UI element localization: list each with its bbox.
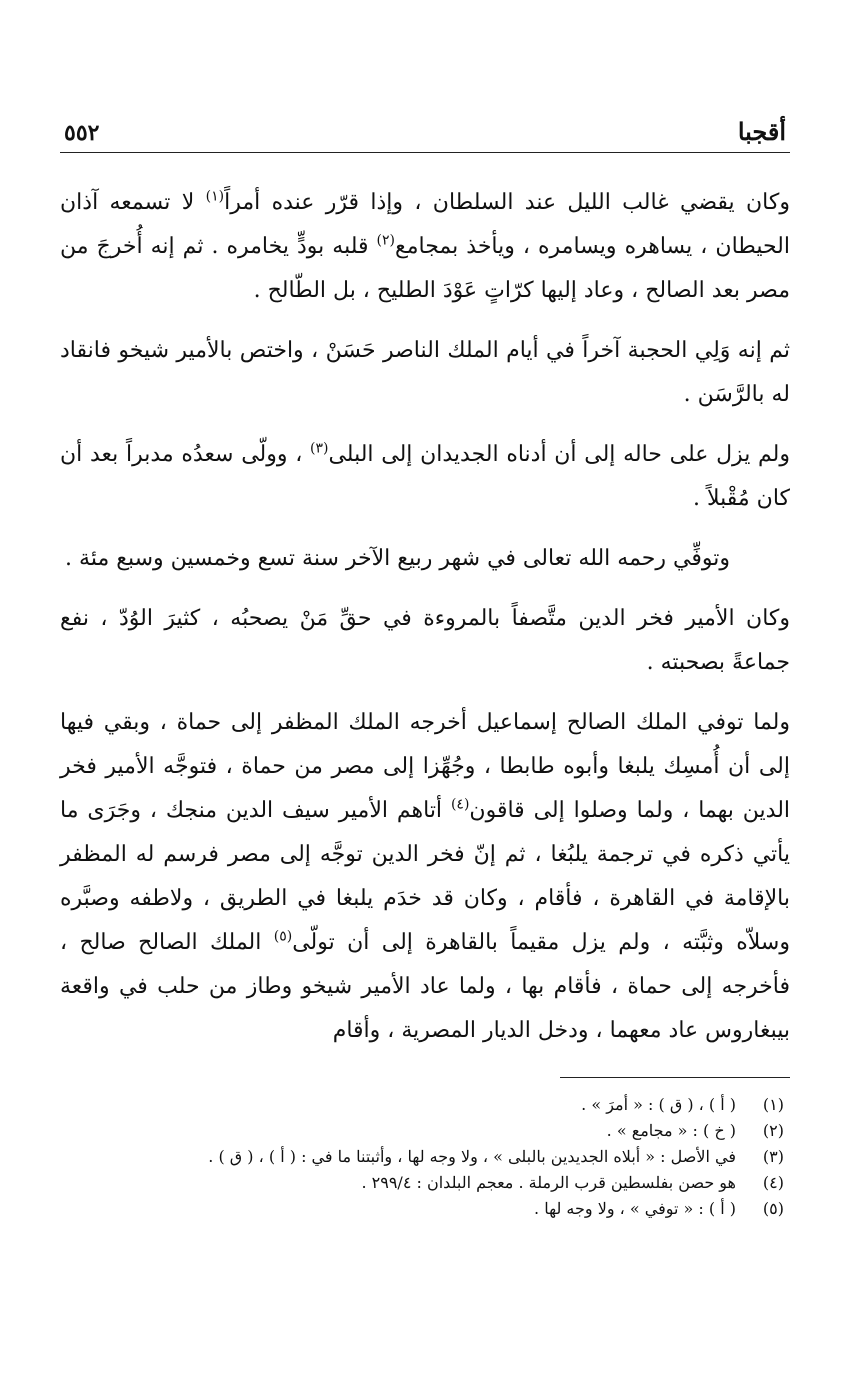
footnote-number: (٥): [762, 1199, 784, 1218]
page-header: [60, 100, 790, 153]
footnote: [60, 1144, 790, 1170]
footnote-number: (١): [762, 1095, 784, 1114]
footnote: [60, 1170, 790, 1196]
text-run: قلبه بودٍّ يخامره . ثم إنه أُخرجَ من مصر بعد الصالح ، وعاد إليها كرّاتٍ عَوْدَ الطليح ، بل الطّالح .: [60, 234, 790, 303]
text-run: ثم إنه وَلِي الحجبة آخراً في أيام الملك الناصر حَسَنْ ، واختص بالأمير شيخو فانقاد له بالرَّسَن .: [60, 338, 790, 407]
text-run: ، وولّى سعدُه مدبراً بعد أن كان مُقْبلاً .: [60, 442, 790, 511]
footnote-ref: (٤): [450, 796, 470, 813]
running-head: أقجبا: [737, 117, 786, 146]
main-text: [60, 181, 790, 1053]
text-run: وكان يقضي غالب الليل عند السلطان ، وإذا قرّر عنده أمراً: [224, 190, 790, 215]
paragraph: [60, 329, 790, 417]
footnote-text: هو حصن بفلسطين قرب الرملة . معجم البلدان : ٢٩٩/٤ .: [361, 1173, 736, 1192]
paragraph: [60, 537, 790, 581]
footnote-ref: (١): [205, 188, 225, 205]
footnote-ref: (٢): [376, 232, 396, 249]
book-page: [60, 100, 790, 1222]
footnote-ref: (٣): [310, 440, 329, 457]
text-run: أتاهم الأمير سيف الدين منجك ، وجَرَى ما يأتي ذكره في ترجمة يلبُغا ، ثم إنّ فخر الدين توجَّه إلى مصر فرسم له المظفر بالإقامة في القاهرة ، فأقام ، وكان قد خدَم يلبغا في الطريق ، ولاطفه وصبَّره وسلاّه وثبَّته ، ولم يزل مقيماً بالقاهرة إلى أن تولّى: [60, 798, 790, 955]
footnote: [60, 1118, 790, 1144]
footnote-text: ( أ ) ، ( ق ) : « أمرَ » .: [581, 1095, 736, 1114]
text-run: لا تسمعه آذان الحيطان ، يساهره ويسامره ، ويأخذ بمجامع: [60, 190, 790, 259]
footnote: [60, 1196, 790, 1222]
paragraph: [60, 181, 790, 313]
text-run: وكان الأمير فخر الدين متَّصفاً بالمروءة في حقِّ مَنْ يصحبُه ، كثيرَ الوُدّ ، نفع جماعةً بصحبته .: [60, 606, 790, 675]
footnote-number: (٣): [762, 1147, 784, 1166]
footnote-ref: (٥): [273, 928, 293, 945]
text-run: ولم يزل على حاله إلى أن أدناه الجديدان إلى البلى: [328, 442, 790, 467]
paragraph: [60, 433, 790, 521]
paragraph: [60, 597, 790, 685]
footnote: [60, 1092, 790, 1118]
footnote-number: (٢): [762, 1121, 784, 1140]
footnote-text: في الأصل : « أبلاه الجديدين بالبلى » ، ولا وجه لها ، وأثبتنا ما في : ( أ ) ، ( ق ) .: [208, 1147, 736, 1166]
text-run: وتوفِّي رحمه الله تعالى في شهر ربيع الآخر سنة تسع وخمسين وسبع مئة .: [65, 546, 730, 571]
text-run: الملك الصالح صالح ، فأخرجه إلى حماة ، فأقام بها ، ولما عاد الأمير شيخو وطاز من حلب في واقعة بيبغاروس عاد معهما ، ودخل الديار المصرية ، وأقام: [60, 930, 791, 1043]
text-run: ولما توفي الملك الصالح إسماعيل أخرجه الملك المظفر إلى حماة ، وبقي فيها إلى أن أُمسِك يلبغا وأبوه طابطا ، وجُهِّزا إلى مصر من حماة ، فتوجَّه الأمير فخر الدين بهما ، ولما وصلوا إلى قاقون: [60, 710, 791, 823]
paragraph: [60, 701, 790, 1053]
footnote-text: ( أ ) : « توفي » ، ولا وجه لها .: [534, 1199, 736, 1218]
footnote-divider: [560, 1077, 790, 1078]
footnotes: [60, 1092, 790, 1222]
footnote-text: ( خ ) : « مجامع » .: [606, 1121, 736, 1140]
footnote-number: (٤): [762, 1173, 784, 1192]
page-number: ٥٥٢: [64, 120, 100, 146]
